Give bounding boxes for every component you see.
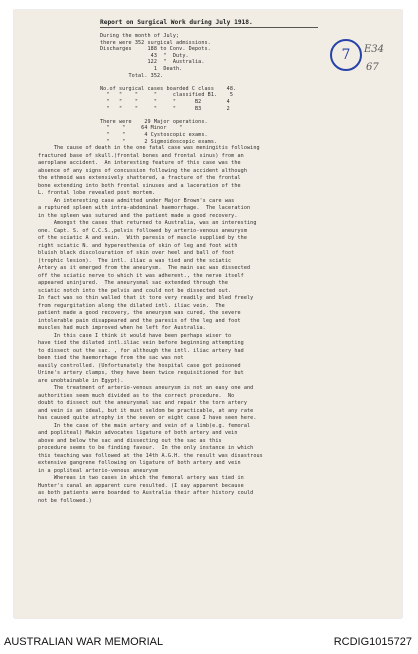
document-line: Urine's artery clamps, they have been twice requisitioned for but [38, 370, 244, 377]
document-line: 1 Death. [100, 66, 183, 72]
document-title: Report on Surgical Work during July 1918. [100, 19, 253, 26]
document-line: Hunter's canal an apparent cure resulted. (I say apparent because [38, 482, 244, 489]
document-line: this teaching was followed at the 14th A.G.H. the result was disastrous [38, 452, 263, 459]
document-line: 43 " Duty. [100, 52, 189, 59]
document-line: " " " " " B3 2 [100, 105, 230, 112]
document-line: a ruptured spleen with intra-abdominal haemorrhage. The laceration [38, 205, 251, 212]
document-page [14, 10, 402, 618]
archive-id: RCDIG1015727 [333, 636, 412, 648]
document-line: L. frontal lobe revealed post mortem. [38, 190, 156, 197]
document-line: Whereas in two cases in which the femoral artery was tied in [38, 475, 244, 482]
title-underline [100, 27, 318, 28]
handwritten-number: 67 [366, 62, 379, 73]
document-line: muscles had much improved when he left for Australia. [38, 325, 206, 332]
document-line: from regurgitation along the dilated intl. iliac vein. The [38, 302, 225, 309]
document-line: doubt to dissect out the aneurysmal sac and repair the torn artery [38, 400, 248, 407]
document-line: (trophic lesion). The intl. iliac a was tied and the sciatic [38, 257, 232, 264]
handwritten-code: E34 [364, 44, 385, 55]
document-line: one. Capt. S. of C.C.S.,pelvis followed by arterio-venous aneurysm [38, 227, 248, 234]
page-mark: 7 [341, 47, 351, 63]
document-line: fractured base of skull.(frontal bones and frontal sinus) from an [38, 152, 244, 159]
document-line: of the sciatic A and vein. With paresis of muscle supplied by the [38, 235, 248, 242]
archive-name: AUSTRALIAN WAR MEMORIAL [4, 636, 164, 648]
document-line: as both patients were boarded to Australia their after history could [38, 490, 254, 497]
document-line: and vein is an ideal, but it must seldom be practicable, at any rate [38, 407, 254, 414]
document-line: procedure seems to be finding favour. In the only instance in which [38, 445, 254, 452]
document-line: appeared uninjured. The aneurysmal sac extended through the [38, 280, 229, 287]
document-line: have tied the dilated intl.iliac vein before beginning attempting [38, 340, 244, 347]
archive-footer [0, 630, 418, 654]
document-line: Amongst the cases that returned to Australia, was an interesting [38, 220, 257, 227]
document-line: " " 64 Minor " [100, 125, 183, 132]
document-line: Total. 352. [100, 72, 164, 79]
document-line: easily controlled. (Unfortunately the hospital case got poisoned [38, 362, 241, 369]
document-line: intolerable pain disappeared and the paresis of the leg and foot [38, 317, 241, 324]
document-line: right sciatic N. and hyperesthesia of skin of leg and foot with [38, 242, 238, 249]
document-line: 122 " Australia. [100, 59, 205, 66]
document-line: extensive gangrene following on ligature of both artery and vein [38, 460, 241, 467]
document-line: No.of surgical cases boarded C class 48. [100, 85, 237, 92]
document-line: aeroplane accident. An interesting feature of this case was the [38, 160, 241, 167]
document-line: authorities seem much divided as to the correct procedure. No [38, 392, 235, 399]
document-line: Discharges 188 to Conv. Depots. [100, 46, 211, 53]
document-line: the ethmoid was extensively shattered, a fracture of the frontal [38, 175, 241, 182]
document-line: bluish black discolouration of skin over heel and ball of foot [38, 250, 235, 257]
document-line: has caused quite atrophy in the seven or eight case I have seen here. [38, 415, 257, 422]
document-line: In this case I think it would have been perhaps wiser to [38, 332, 232, 339]
document-line: " " 4 Cystoscopic exams. [100, 132, 208, 138]
document-line: There were 29 Major operations. [100, 118, 208, 125]
document-line: Artery as it emerged from the aneurysm. The main sac was dissected [38, 265, 251, 272]
document-line: An interesting case admitted under Major Brown's care was [38, 197, 235, 204]
document-line: " " " " " B2 4 [100, 99, 230, 105]
document-line: are unobtainable in Egypt). [38, 377, 124, 384]
document-line: not be followed.) [38, 497, 92, 504]
document-line: patient made a good recovery, the aneurysm was cured, the severe [38, 310, 241, 317]
document-line: and popliteal) Makin advocates ligature of both artery and vein [38, 430, 238, 437]
document-line: there were 352 surgical admissions. [100, 39, 211, 46]
document-line: During the month of July; [100, 33, 180, 39]
document-line: In fact was so thin walled that it tore very readily and bled freely [38, 295, 254, 302]
document-line: above and below the sac and dissecting out the sac as this [38, 437, 222, 444]
document-line: " " " " classified B1. 5 [100, 92, 234, 99]
document-line: The treatment of arterio-venous aneurysm is not an easy one and [38, 385, 254, 392]
document-line: to dissect out the sac. , for although the intl. iliac artery had [38, 347, 244, 354]
document-line: In the case of the main artery and vein of a limb(e.g. femoral [38, 422, 251, 429]
document-line: sciatic notch into the pelvis and could not be dissected out. [38, 287, 232, 294]
document-line: absence of any signs of concussion following the accident although [38, 167, 248, 174]
document-line: in a popliteal arterio-venous aneurysm [38, 467, 159, 474]
document-line: The cause of death in the one fatal case was meningitis following [38, 145, 260, 152]
document-line: in the spleen was sutured and the patient made a good recovery. [38, 212, 238, 219]
document-line: off the sciatic nerve to which it was adherent., the nerve itself [38, 272, 244, 279]
document-line: bone extending into both frontal sinuses and a laceration of the [38, 182, 241, 189]
document-line: been tied the haemorrhage from the sac was not [38, 355, 184, 362]
document-line: " " 2 Sigmoidoscopic exams. [100, 138, 218, 145]
